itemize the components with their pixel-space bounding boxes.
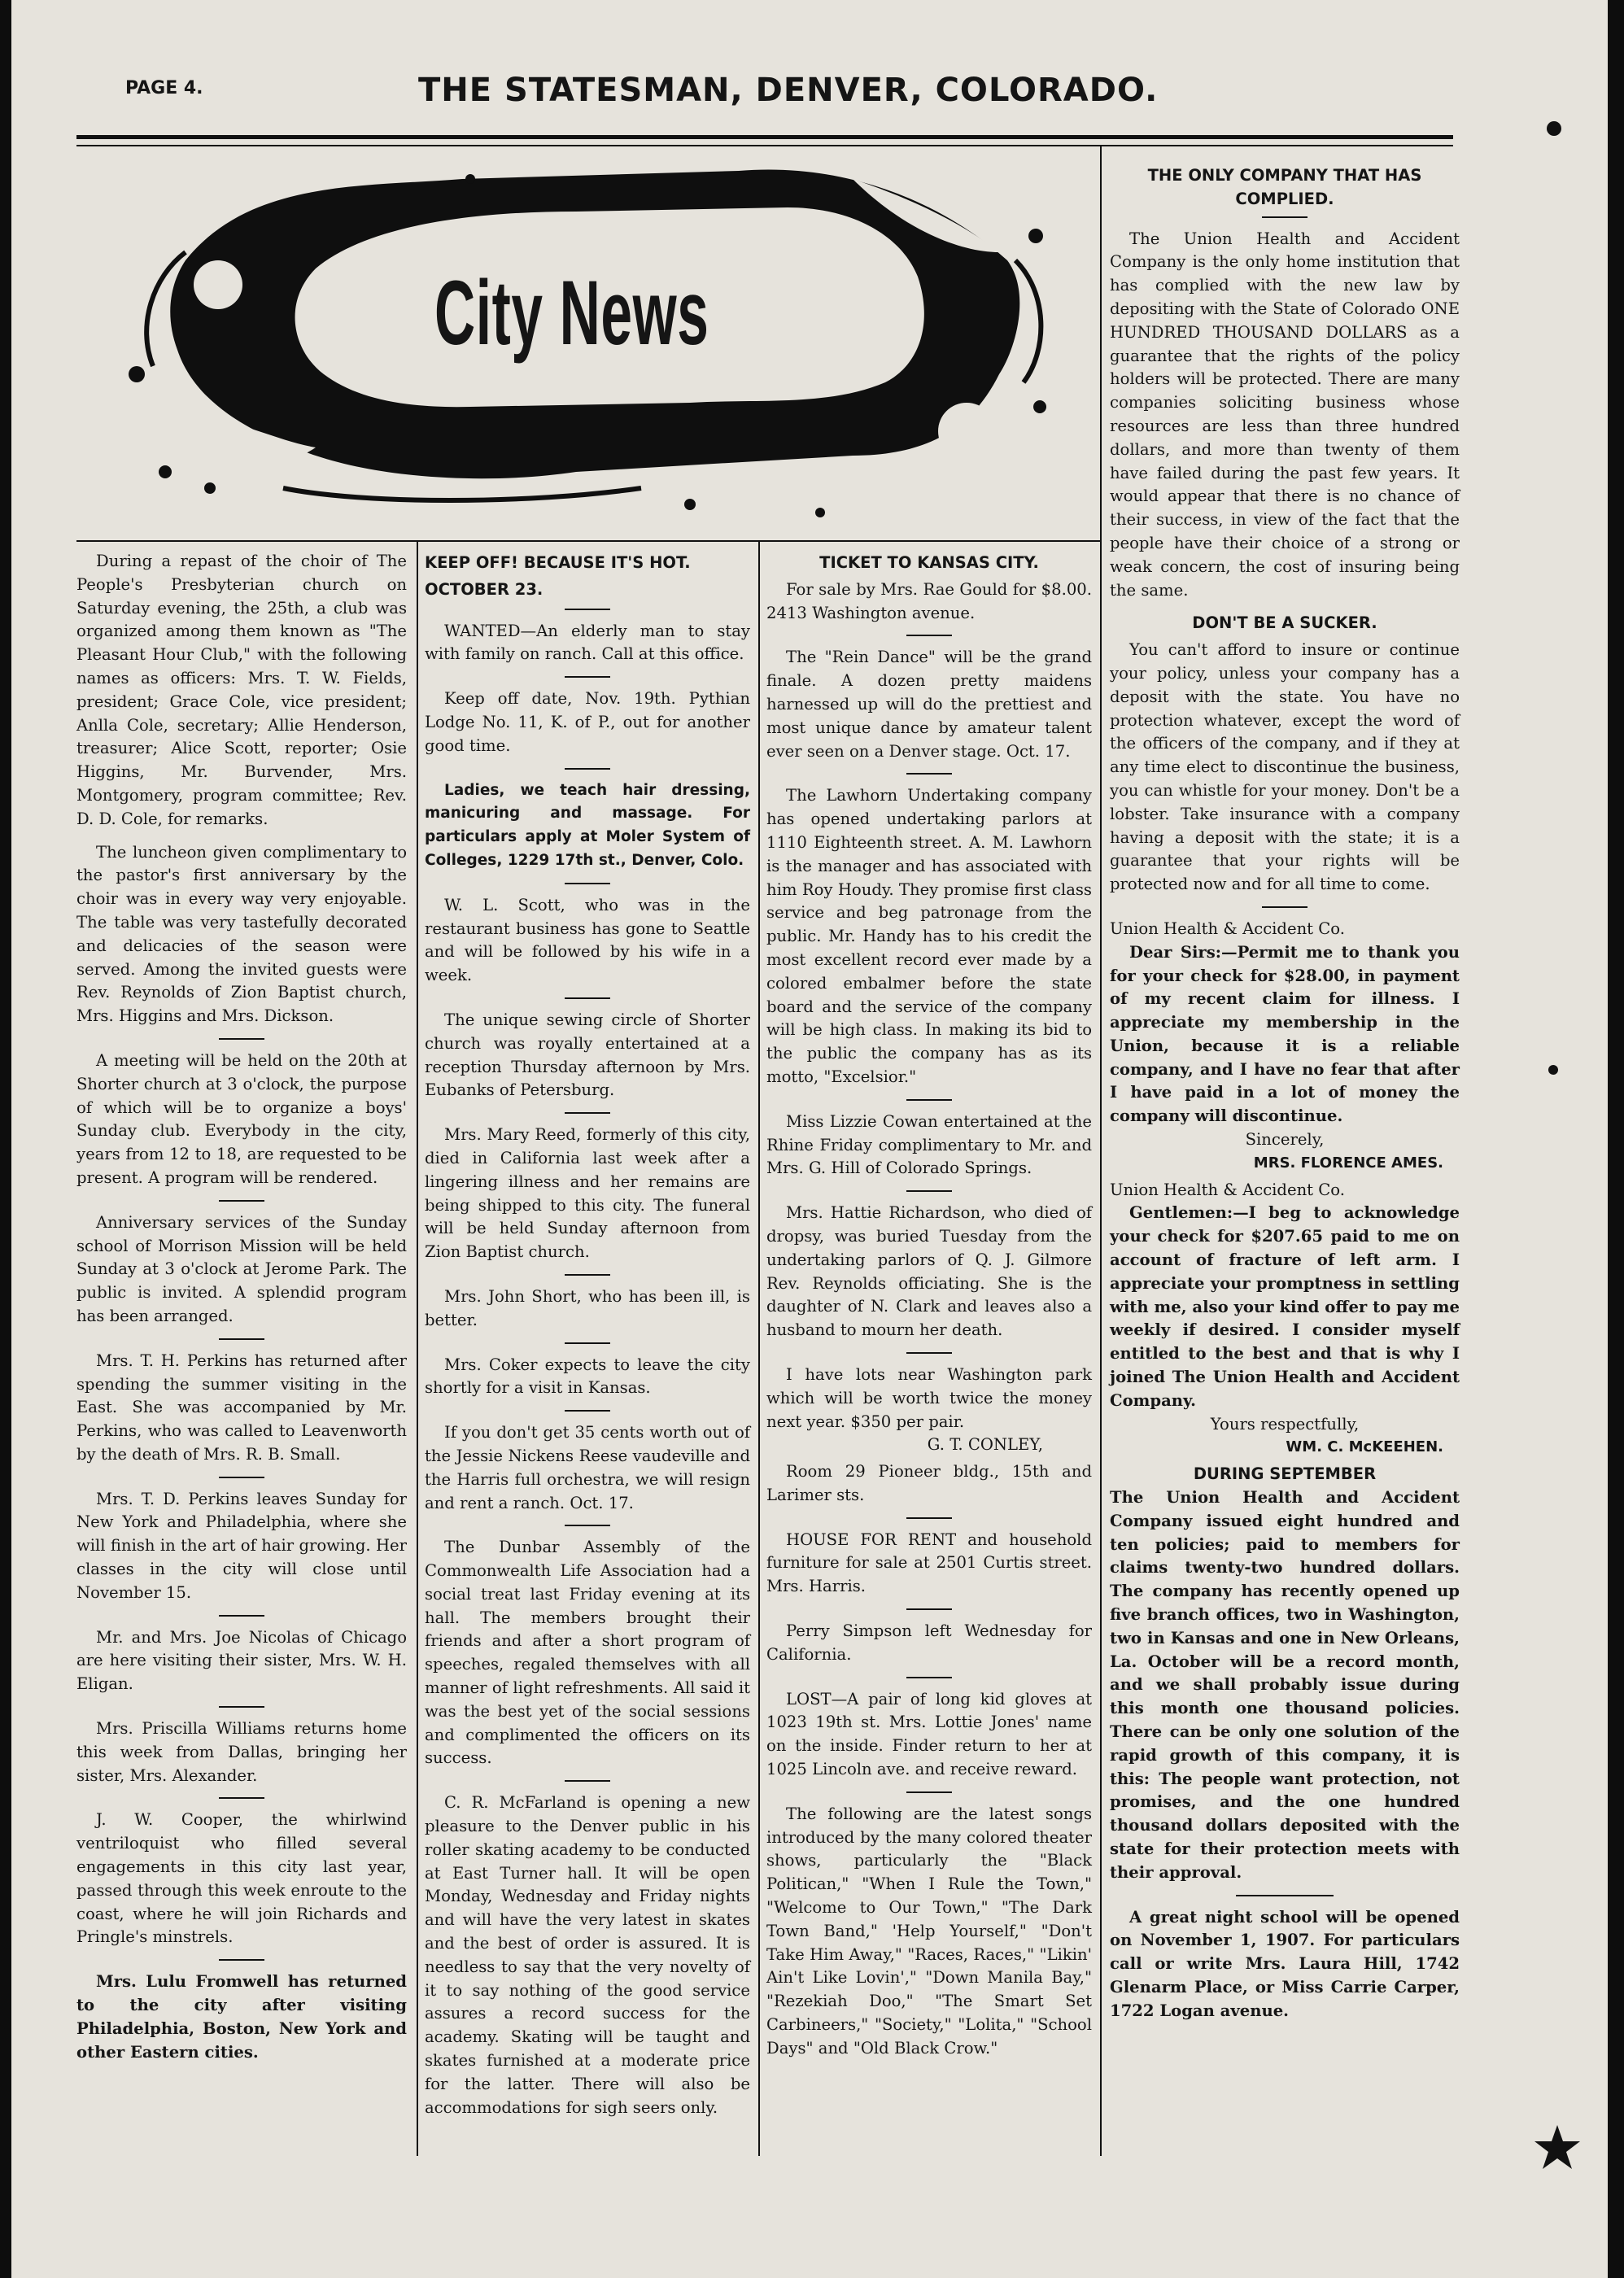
letter1-closing: Sincerely, [1245, 1130, 1325, 1150]
letter2-body: Gentlemen:—I beg to acknowledge your check for $207.65 paid to me on account of fracture of left arm. I appreciate your promptness in settling with me, also your kind offer to pay me weekly if desired. I consider myself entitled to the best and that is why I joined The Union Health and Accident Company. [1110, 1203, 1460, 1410]
article-pleasant-hour-club: During a repast of the choir of The People's Presbyterian church on Saturday evening, the 25th, a club was organized among them known as "The Pleasant Hour Club," with the following names as officers: Mrs. T. W. Fields, president; Grace Cole, vice president; Anlla Cole, secretary; Allie Henderson, treasurer; Alice Scott, reporter; Osie Higgins, Mr. Burvender, Mrs. Montgomery, program committee; Rev. D. D. Cole, for remarks. [76, 552, 407, 828]
header-rule-thin [76, 145, 1453, 146]
article-lawhorn-undertaking: The Lawhorn Undertaking company has opened undertaking parlors at 1110 Eighteenth street. A. M. Lawhorn is the manager and has associated with him Roy Houdy. They promise first class service and beg patronage from the public. Mr. Handy has to his credit the most excellent record ever made by a colored embalmer before the state board and the service of the company will be high class. In making its bid to the public the company has as its motto, "Excelsior." [766, 786, 1092, 1086]
article-john-short: Mrs. John Short, who has been ill, is better. [425, 1286, 750, 1329]
separator [565, 1112, 610, 1114]
ad-lost-gloves: LOST—A pair of long kid gloves at 1023 19th st. Mrs. Lottie Jones' name on the inside. Finder return to her at 1025 Lincoln ave. and receive reward. [766, 1689, 1092, 1779]
separator [565, 1274, 610, 1276]
article-luncheon: The luncheon given complimentary to the pastor's first anniversary by the choir was in every way very enjoyable. The table was very tastefully decorated and delicacies of the season were served. Among the invited guests were Rev. Reynolds of Zion Baptist church, Mrs. Higgins and Mrs. Dickson. [76, 842, 407, 1026]
separator [565, 768, 610, 770]
article-perkins-leaves: Mrs. T. D. Perkins leaves Sunday for New York and Philadelphia, where she will finish in the art of hair growing. Her classes in the city will close until November 15. [76, 1489, 407, 1602]
separator [1262, 216, 1307, 218]
separator [906, 773, 952, 775]
column-3 [766, 550, 1092, 2071]
letter2-closing: Yours respectfully, [1210, 1414, 1360, 1434]
banner-bottom-rule [76, 540, 1100, 542]
ad-ticket-sale: For sale by Mrs. Rae Gould for $8.00. 2413 Washington avenue. [766, 579, 1092, 622]
article-mary-reed: Mrs. Mary Reed, formerly of this city, died in California last week after a lingering illness and her remains are being shipped to this city. The funeral will be held Sunday afternoon from Zion Baptist church. [425, 1125, 750, 1262]
article-scott-seattle: W. L. Scott, who was in the restaurant business has gone to Seattle and will be followed by his wife in a week. [425, 895, 750, 985]
separator [565, 1780, 610, 1782]
page-number: PAGE 4. [125, 78, 203, 98]
article-boys-sunday-club: A meeting will be held on the 20th at Shorter church at 3 o'clock, the purpose of which will be to organize a boys' Sunday club. Everybody in the city, years from 12 to 18, are requested to be present. A program will be rendered. [76, 1050, 407, 1187]
article-rein-dance: The "Rein Dance" will be the grand finale. A dozen pretty maidens harnessed up will do the prettiest and most unique dance by amateur talent ever seen on a Denver stage. Oct. 17. [766, 648, 1092, 761]
ad-september-report: The Union Health and Accident Company issued eight hundred and ten policies; paid to members for claims twenty-two hundred dollars. The company has recently opened up five branch offices, two in Washington, two in Kansas and one in New Orleans, La. October will be a record month, and we shall probably issue during this month one thousand policies. There can be only one solution of the rapid growth of this company, it is this: The people want protection, not promises, and the one hundred thousand dollars deposited with the state for their protection meets with their approval. [1110, 1488, 1460, 1882]
city-news-title: City News [434, 262, 709, 364]
separator [906, 1517, 952, 1519]
newspaper-page [11, 0, 1608, 2278]
article-nicolas-visit: Mr. and Mrs. Joe Nicolas of Chicago are here visiting their sister, Mrs. W. H. Eligan. [76, 1627, 407, 1694]
separator [906, 1352, 952, 1354]
column-divider-4 [1100, 146, 1102, 2156]
separator [1262, 906, 1307, 908]
separator [565, 1410, 610, 1412]
article-hattie-richardson: Mrs. Hattie Richardson, who died of dropsy, was buried Tuesday from the undertaking parlors of Q. J. Gilmore Rev. Reynolds officiating. She is the daughter of N. Clark and leaves also a husband to mourn her death. [766, 1203, 1092, 1340]
article-roller-skating: C. R. McFarland is opening a new pleasure to the Denver public in his roller skating academy to be conducted at East Turner hall. It will be open Monday, Wednesday and Friday nights and will have the very latest in skates and the best of order is assured. It is needless to say that the very novelty of it to say nothing of the good service assures a record success for the academy. Skating will be taught and skates furnished at a moderate price for the latter. There will also be accommodations for sigh seers only. [425, 1793, 750, 2117]
separator [906, 635, 952, 636]
separator [565, 1525, 610, 1526]
column-4 [1110, 163, 1460, 2033]
separator [565, 997, 610, 999]
separator [219, 1038, 264, 1040]
ad-conley-address: Room 29 Pioneer bldg., 15th and Larimer sts. [766, 1462, 1092, 1504]
separator [219, 1706, 264, 1708]
separator [906, 1190, 952, 1192]
article-perry-simpson: Perry Simpson left Wednesday for California. [766, 1621, 1092, 1664]
heading-keep-off: KEEP OFF! BECAUSE IT'S HOT. [425, 553, 691, 572]
article-perkins-return: Mrs. T. H. Perkins has returned after spending the summer visiting in the East. She was accompanied by Mr. Perkins, who was called to Leavenworth by the death of Mrs. R. B. Small. [76, 1351, 407, 1464]
letter1-signature: MRS. FLORENCE AMES. [1253, 1154, 1443, 1172]
article-lizzie-cowan: Miss Lizzie Cowan entertained at the Rhine Friday complimentary to Mr. and Mrs. G. Hill of Colorado Springs. [766, 1111, 1092, 1178]
notice-pythian-lodge: Keep off date, Nov. 19th. Pythian Lodge No. 11, K. of P., out for another good time. [425, 689, 750, 755]
separator [565, 1342, 610, 1344]
column-divider-1 [417, 542, 418, 2156]
column-1 [76, 550, 407, 2074]
separator [906, 1791, 952, 1793]
article-dunbar-assembly: The Dunbar Assembly of the Commonwealth Life Association had a social treat last Friday evening at its hall. The members brought their friends and after a short program of speeches, regaled themselves with all manner of light refreshments. All said it was the best yet of the social sessions and complimented the officers on its success. [425, 1538, 750, 1768]
article-sewing-circle: The unique sewing circle of Shorter church was royally entertained at a reception Thursday afternoon by Mrs. Eubanks of Petersburg. [425, 1010, 750, 1100]
margin-dot-mark [1538, 112, 1570, 145]
separator [906, 1608, 952, 1610]
margin-dot-mark [1541, 1058, 1565, 1082]
margin-star-mark [1533, 2123, 1582, 2172]
heading-date: OCTOBER 23. [425, 579, 544, 599]
article-morrison-mission: Anniversary services of the Sunday school of Morrison Mission will be held Sunday at 3 o'clock at Jerome Park. The public is invited. A splendid program has been arranged. [76, 1212, 407, 1325]
header-rule-thick [76, 135, 1453, 139]
article-coker-kansas: Mrs. Coker expects to leave the city shortly for a visit in Kansas. [425, 1355, 750, 1398]
ad-dont-be-sucker: You can't afford to insure or continue your policy, unless your company has a deposit with the state. You have no protection whatever, except the word of the officers of the company, and if they at any time elect to discontinue the business, you can whistle for your money. Don't be a lobster. Take insurance with a company having a deposit with the state; it is a guarantee that your rights will be protected now and for all time to come. [1110, 640, 1460, 894]
ad-vaudeville: If you don't get 35 cents worth out of the Jessie Nickens Reese vaudeville and the Harris full orchestra, we will resign and rent a ranch. Oct. 17. [425, 1423, 750, 1512]
article-fromwell-returned: Mrs. Lulu Fromwell has returned to the city after visiting Philadelphia, Boston, New York and other Eastern cities. [76, 1972, 407, 2062]
letter2-signature: WM. C. McKEEHEN. [1286, 1438, 1443, 1456]
separator [219, 1477, 264, 1478]
ad-house-for-rent: HOUSE FOR RENT and household furniture for sale at 2501 Curtis street. Mrs. Harris. [766, 1530, 1092, 1596]
ad-washington-park-lots: I have lots near Washington park which will be worth twice the money next year. $350 per pair. [766, 1364, 1092, 1431]
separator [219, 1200, 264, 1202]
ad-wanted-man: WANTED—An elderly man to stay with family on ranch. Call at this office. [425, 621, 750, 664]
article-cooper-ventriloquist: J. W. Cooper, the whirlwind ventriloquist who filled several engagements in this city last year, passed through this week enroute to the coast, where he will join Richards and Pringle's minstrels. [76, 1810, 407, 1947]
ad-conley-signature: G. T. CONLEY, [927, 1435, 1043, 1455]
separator [565, 609, 610, 610]
article-latest-songs: The following are the latest songs introduced by the many colored theater shows, particularly the "Black Politican," "When I Rule the Town," "Welcome to Our Town," "The Dark Town Band," 'Help Yourself," "Don't Take Him Away," "Races, Races," "Likin' Ain't Like Lovin'," "Down Manila Bay," "Rezekiah Doo," "The Smart Set Carbineers," "Society," "Lolita," "School Days" and "Old Black Crow." [766, 1804, 1092, 2058]
separator [565, 883, 610, 884]
ad-moler-colleges: Ladies, we teach hair dressing, manicuring and massage. For particulars apply at Moler System of Colleges, 1229 17th st., Denver, Colo. [425, 781, 750, 869]
letter2-addressee: Union Health & Accident Co. [1110, 1180, 1345, 1199]
heading-ticket-kansas: TICKET TO KANSAS CITY. [819, 553, 1039, 572]
column-divider-2 [758, 542, 760, 2156]
separator [1236, 1895, 1334, 1896]
letter1-addressee: Union Health & Accident Co. [1110, 919, 1345, 938]
separator [219, 1338, 264, 1340]
separator [565, 676, 610, 678]
newspaper-title: THE STATESMAN, DENVER, COLORADO. [418, 72, 1159, 109]
separator [906, 1099, 952, 1101]
article-williams-returns: Mrs. Priscilla Williams returns home this week from Dallas, bringing her sister, Mrs. Alexander. [76, 1719, 407, 1785]
separator [219, 1959, 264, 1961]
heading-only-company: THE ONLY COMPANY THAT HAS COMPLIED. [1147, 166, 1422, 208]
letter1-body: Dear Sirs:—Permit me to thank you for your check for $28.00, in payment of my recent claim for illness. I appreciate my membership in the Union, because it is a reliable company, and I have no fear that after I have paid in a lot of money the company will discontinue. [1110, 942, 1460, 1126]
ad-union-health-complied: The Union Health and Accident Company is the only home institution that has complied with the new law by depositing with the State of Colorado ONE HUNDRED THOUSAND DOLLARS as a guarantee that the rights of the policy holders will be protected. There are many companies soliciting business whose resources are less than three hundred dollars, and more than twenty of them have failed during the past few years. It would appear that there is no chance of their success, in view of the fact that the people have their choice of a strong or weak concern, the cost of insuring being the same. [1110, 229, 1460, 600]
heading-during-september: DURING SEPTEMBER [1193, 1464, 1377, 1484]
separator [219, 1797, 264, 1799]
heading-dont-be-sucker: DON'T BE A SUCKER. [1192, 613, 1377, 633]
ad-night-school: A great night school will be opened on November 1, 1907. For particulars call or write Mrs. Laura Hill, 1742 Glenarm Place, or Miss Carrie Carper, 1722 Logan avenue. [1110, 1907, 1460, 2020]
separator [219, 1615, 264, 1617]
separator [906, 1677, 952, 1678]
column-2 [425, 550, 750, 2129]
